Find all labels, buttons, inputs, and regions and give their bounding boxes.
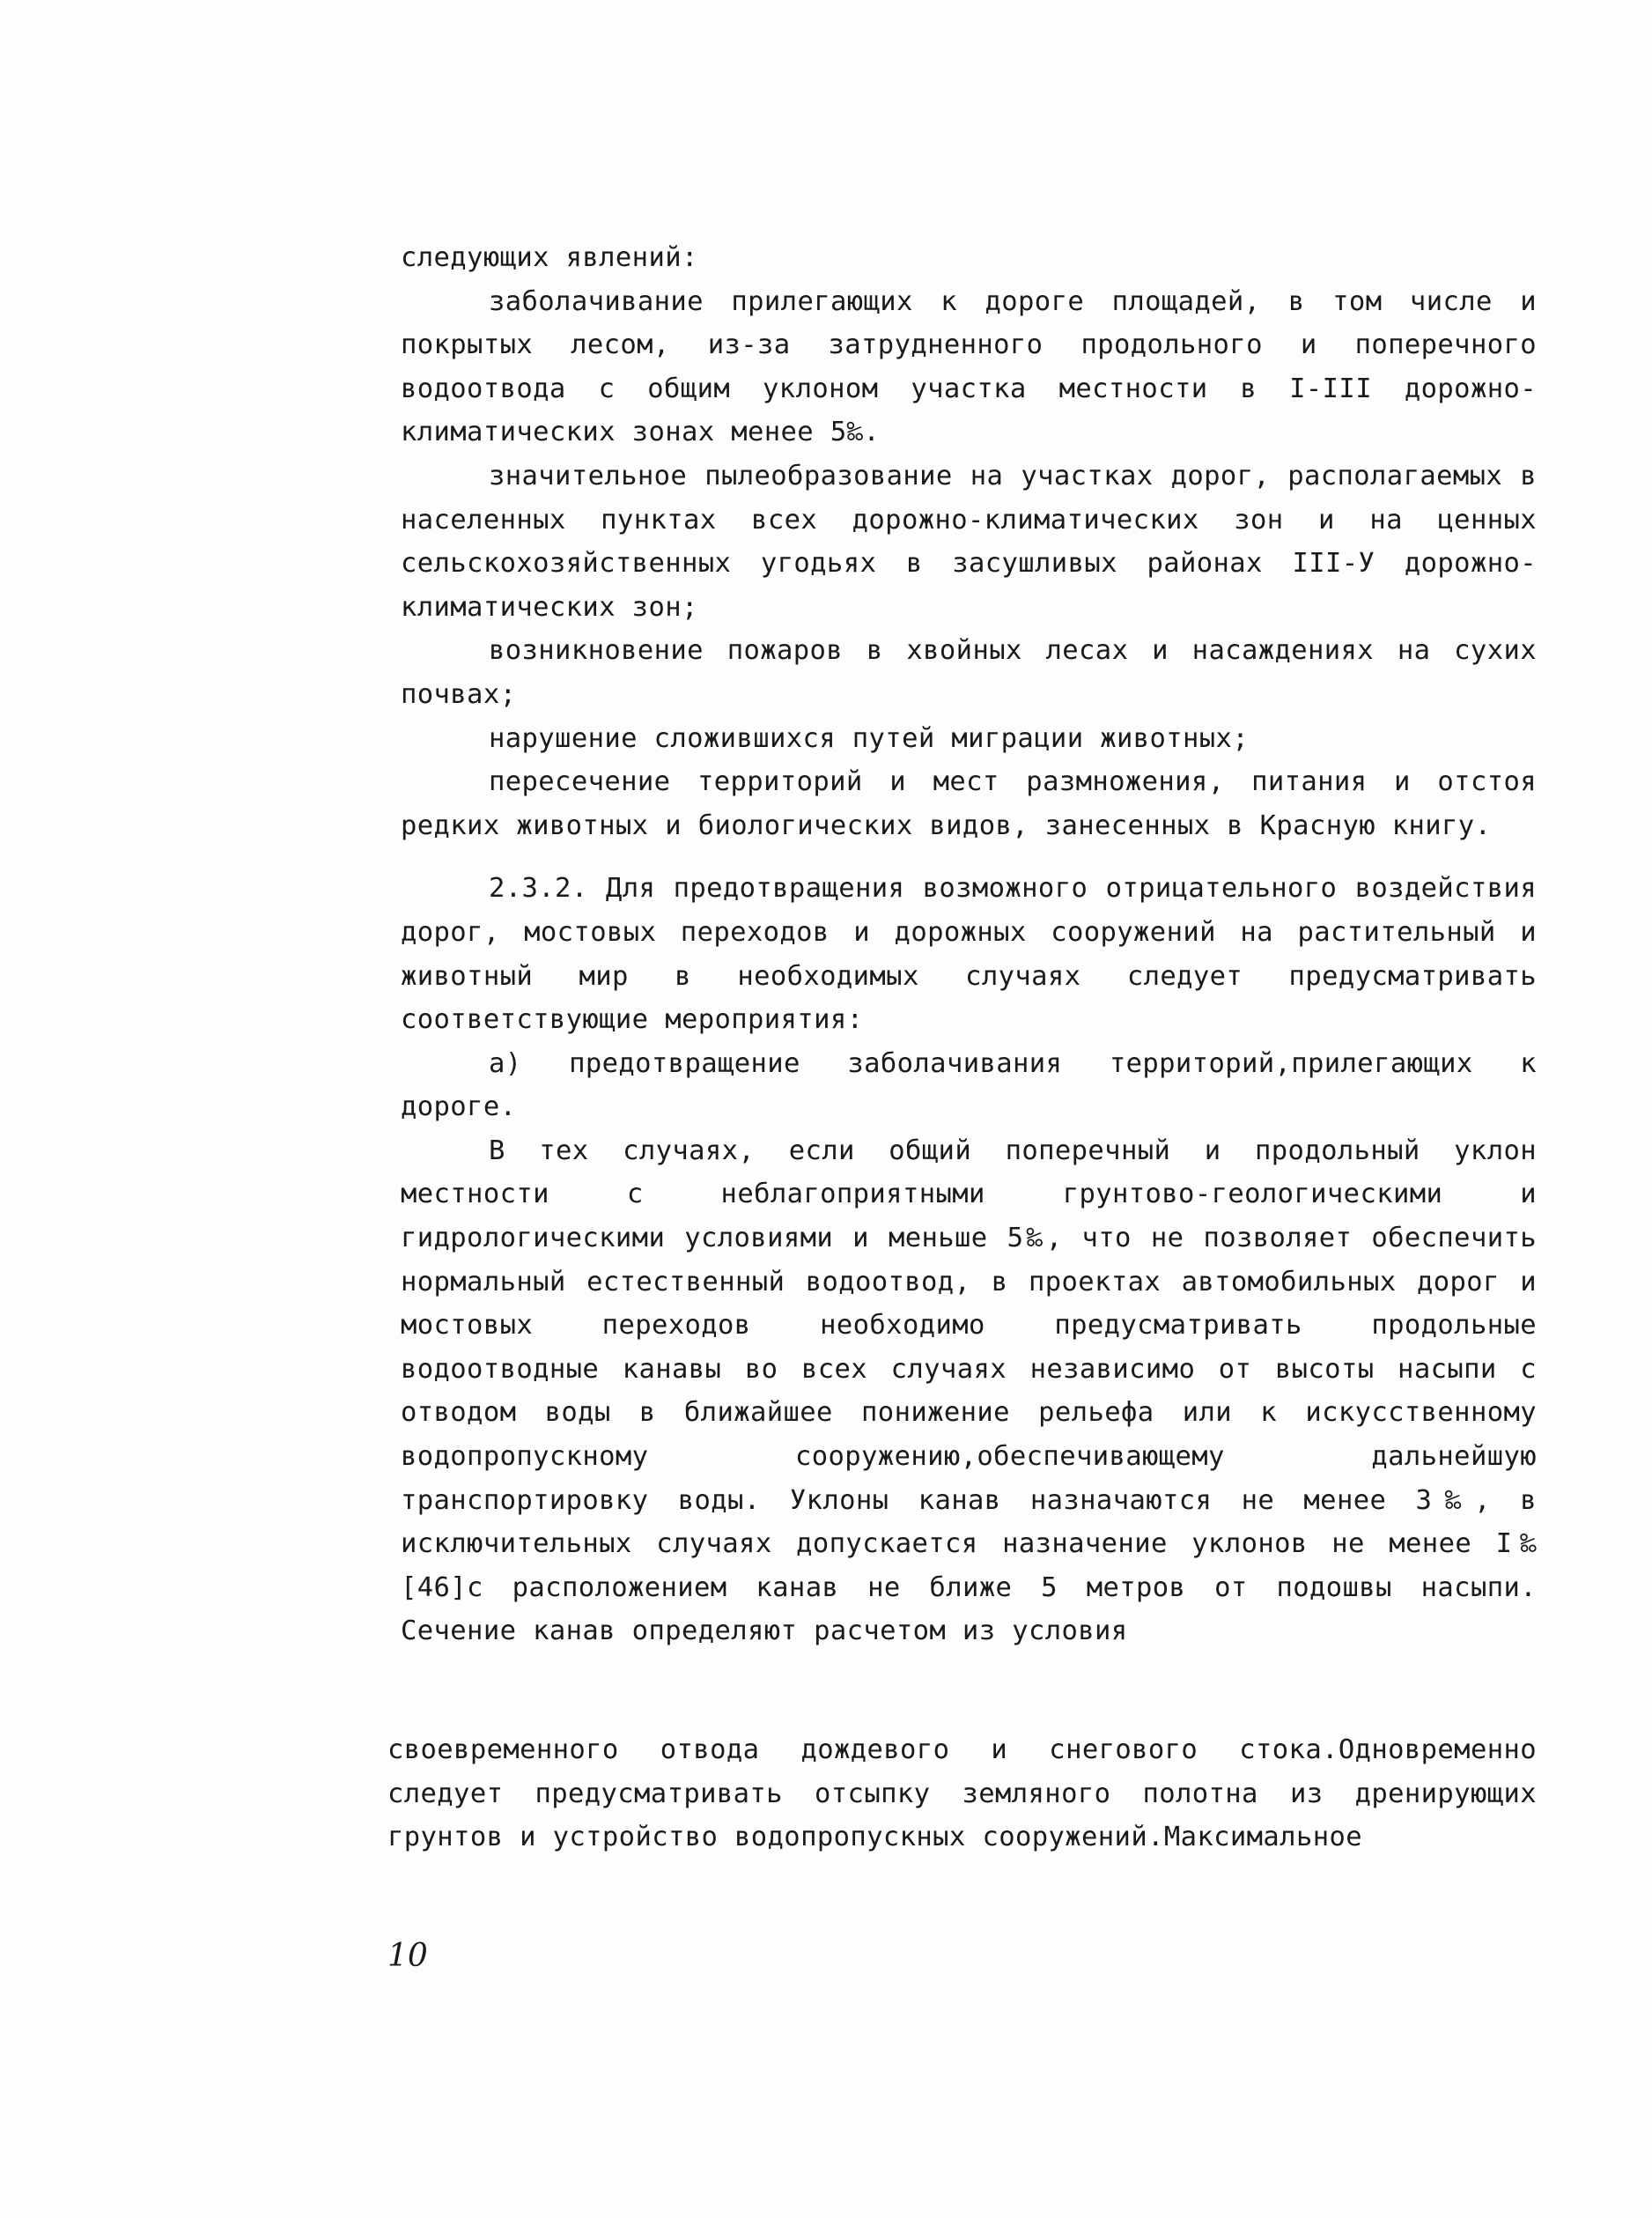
paragraph-section-2-3-2: 2.3.2. Для предотвращения возможного отрицательного воздействия дорог, мостовых переходов и дорожных сооружений на растительный и животный мир в необходимых случаях следует предусматривать соответствующие мероприятия: <box>401 873 1537 1036</box>
paragraph-item-a: а) предотвращение заболачивания территорий,прилегающих к дороге. <box>401 1047 1537 1123</box>
paragraph-continuation: своевременного отвода дождевого и снегового стока.Одновременно следует предусматривать отсыпку земляного полотна из дренирующих грунтов и устройство водопропускных сооружений.Максимальное <box>387 1734 1537 1853</box>
paragraph-migration: нарушение сложившихся путей миграции животных; <box>489 722 1250 754</box>
paragraph-fires: возникновение пожаров в хвойных лесах и насаждениях на сухих почвах; <box>401 635 1537 710</box>
paragraph-intro: следующих явлений: <box>401 242 698 273</box>
paragraph-dust: значительное пылеобразование на участках дорог, располагаемых в населенных пунктах всех дорожно-климатических зон и на ценных сельскохозяйственных угодьях в засушливых районах III-У дорожно-климатических зон; <box>401 460 1537 623</box>
paragraph-waterlogging: заболачивание прилегающих к дороге площадей, в том числе и покрытых лесом, из-за затрудненного продольного и поперечного водоотвода с общим уклоном участка местности в I-III дорожно-климатических зонах менее 5‰. <box>401 285 1537 448</box>
main-text-block <box>401 236 1537 1653</box>
continuation-text-block <box>387 1728 1537 1859</box>
paragraph-drainage: В тех случаях, если общий поперечный и продольный уклон местности с неблагоприятными грунтово-геологическими и гидрологическими условиями и меньше 5‰, что не позволяет обеспечить нормальный естественный водоотвод, в проектах автомобильных дорог и мостовых переходов необходимо предусматривать продольные водоотводные канавы во всех случаях независимо от высоты насыпи с отводом воды в ближайшее понижение рельефа или к искусственному водопропускному сооружению,обеспечивающему дальнейшую транспортировку воды. Уклоны канав назначаются не менее 3‰, в исключительных случаях допускается назначение уклонов не менее I‰ [46]с расположением канав не ближе 5 метров от подошвы насыпи. Сечение канав определяют расчетом из условия <box>401 1135 1537 1647</box>
paragraph-habitats: пересечение территорий и мест размножения, питания и отстоя редких животных и биологических видов, занесенных в Красную книгу. <box>401 766 1537 841</box>
page-number: 10 <box>387 1938 428 1974</box>
